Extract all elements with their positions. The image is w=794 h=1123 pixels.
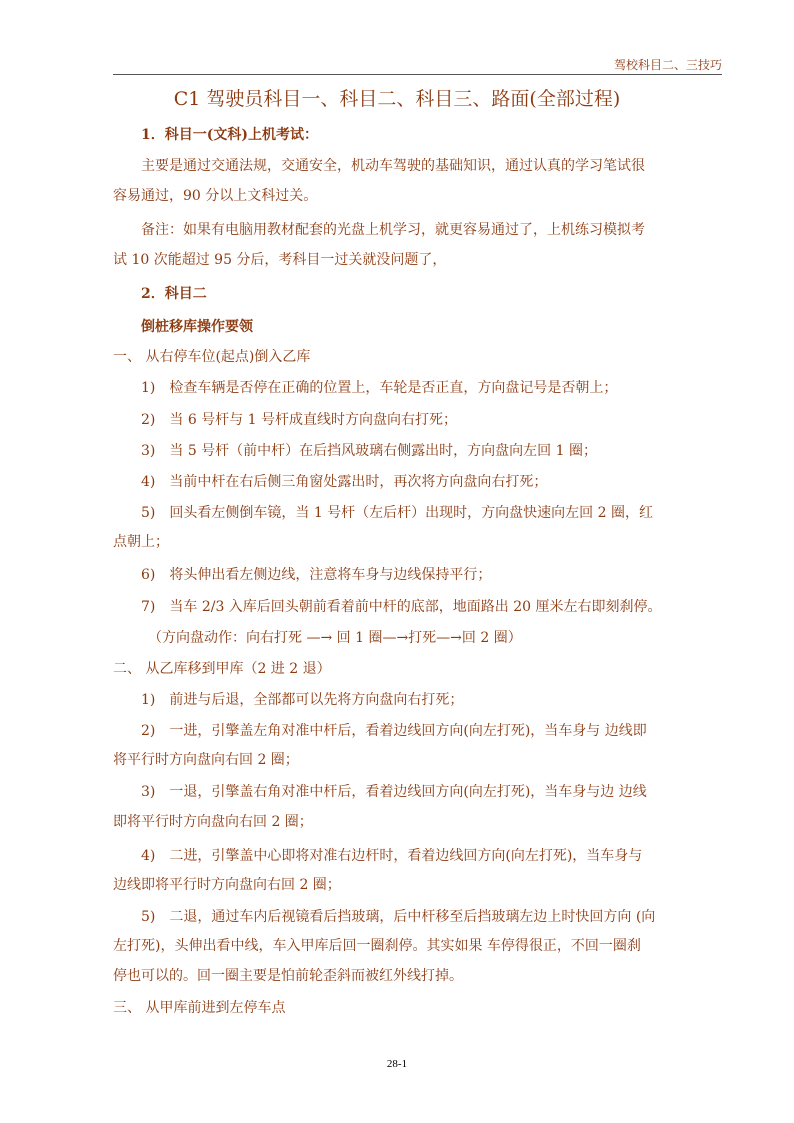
page-title: C1 驾驶员科目一、科目二、科目三、路面(全部过程) — [173, 88, 621, 110]
section-heading-subject1: 1．科目一(文科)上机考试： — [141, 127, 318, 143]
list-item: 3) 当 5 号杆（前中杆）在后挡风玻璃右侧露出时，方向盘向左回 1 圈； — [141, 443, 597, 459]
part-heading: 二、 从乙库移到甲库（2 进 2 退） — [113, 661, 331, 677]
list-item-continuation: 边线即将平行时方向盘向右回 2 圈； — [113, 877, 341, 893]
part-heading: 一、 从右停车位(起点)倒入乙库 — [113, 349, 311, 365]
steering-summary: （方向盘动作：向右打死 —→ 回 1 圈—→打死—→回 2 圈） — [148, 630, 522, 646]
part-heading: 三、 从甲库前进到左停车点 — [113, 1000, 286, 1016]
section-heading-subject2: 2．科目二 — [141, 286, 207, 302]
paragraph-line: 备注：如果有电脑用教材配套的光盘上机学习，就更容易通过了，上机练习模拟考 — [141, 222, 645, 238]
list-item-continuation: 点朝上； — [113, 534, 169, 550]
list-item: 2) 当 6 号杆与 1 号杆成直线时方向盘向右打死； — [141, 412, 457, 428]
paragraph-line: 试 10 次能超过 95 分后，考科目一过关就没问题了， — [113, 252, 447, 268]
list-item: 7) 当车 2/3 入库后回头朝前看着前中杆的底部，地面路出 20 厘米左右即刻刹停。 — [141, 599, 662, 615]
page-header: 驾校科目二、三技巧 — [113, 56, 722, 75]
list-item-continuation: 即将平行时方向盘向右回 2 圈； — [113, 814, 313, 830]
page-number: 28-1 — [386, 1058, 408, 1070]
list-item: 4) 当前中杆在右后侧三角窗处露出时，再次将方向盘向右打死； — [141, 474, 548, 490]
list-item-continuation: 停也可以的。回一圈主要是怕前轮歪斜而被红外线打掉。 — [113, 968, 463, 984]
list-item: 1) 检查车辆是否停在正确的位置上，车轮是否正直，方向盘记号是否朝上； — [141, 380, 618, 396]
list-item: 5) 回头看左侧倒车镜，当 1 号杆（左后杆）出现时，方向盘快速向左回 2 圈，红 — [141, 505, 653, 521]
list-item: 5) 二退，通过车内后视镜看后挡玻璃，后中杆移至后挡玻璃左边上时快回方向 (向 — [141, 909, 656, 925]
paragraph-line: 容易通过，90 分以上文科过关。 — [113, 188, 318, 204]
list-item: 6) 将头伸出看左侧边线，注意将车身与边线保持平行； — [141, 567, 492, 583]
paragraph-line: 主要是通过交通法规，交通安全，机动车驾驶的基础知识，通过认真的学习笔试很 — [141, 158, 645, 174]
list-item: 2) 一进，引擎盖左角对准中杆后，看着边线回方向(向左打死)，当车身与 边线即 — [141, 723, 647, 739]
list-item: 4) 二进，引擎盖中心即将对准右边杆时，看着边线回方向(向左打死)，当车身与 — [141, 848, 643, 864]
list-item: 1) 前进与后退，全部都可以先将方向盘向右打死； — [141, 692, 464, 708]
list-item-continuation: 左打死)，头伸出看中线，车入甲库后回一圈刹停。其实如果 车停得很正，不回一圈刹 — [113, 938, 641, 954]
list-item: 3) 一退，引擎盖右角对准中杆后，看着边线回方向(向左打死)，当车身与边 边线 — [141, 784, 647, 800]
subsection-heading: 倒桩移库操作要领 — [141, 319, 253, 335]
list-item-continuation: 将平行时方向盘向右回 2 圈； — [113, 752, 299, 768]
